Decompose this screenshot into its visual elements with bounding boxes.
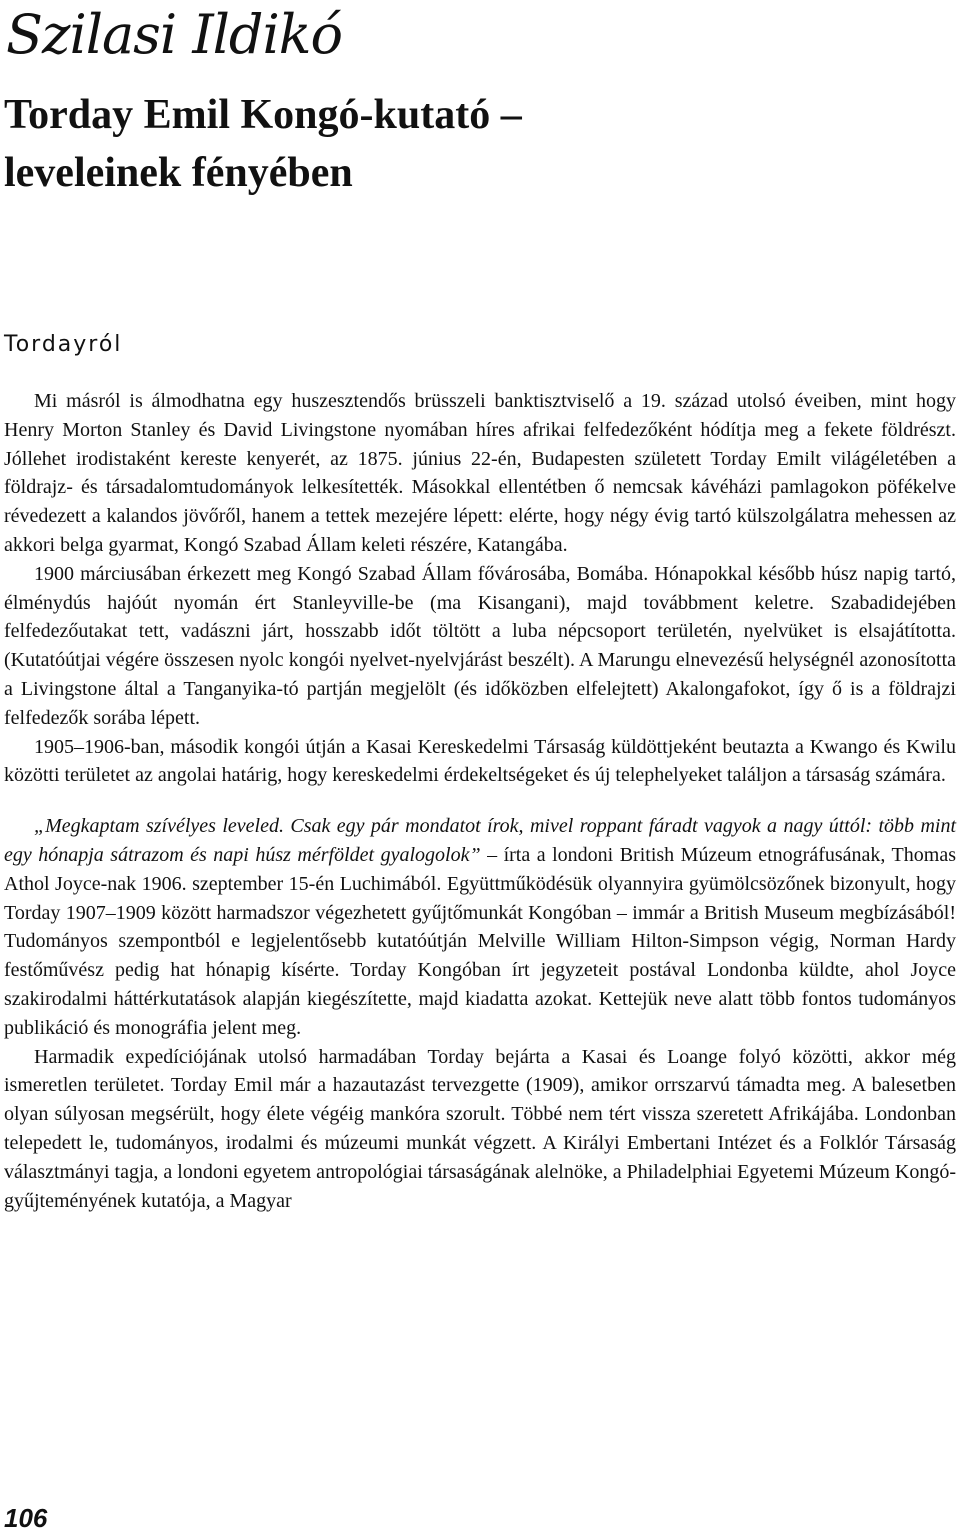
author-name: Szilasi Ildikó [6, 3, 342, 66]
article-title-line-1: Torday Emil Kongó-kutató – [4, 92, 522, 138]
section-heading: Tordayról [4, 332, 123, 357]
page-number: 106 [4, 1503, 48, 1533]
paragraph-1: Mi másról is álmodhatna egy huszesztendős brüsszeli banktisztviselő a 19. század utolsó éveiben, mint hogy Henry Morton Stanley és David Livingstone nyomában híres afrikai felfedezőként hódítja meg a fekete földrészt. Jóllehet irodistaként kereste kenyerét, az 1875. június 22-én, Budapesten született Torday Emilt világéletében a földrajz- és társadalomtudományok lelkesítették. Másokkal ellentétben ő nemcsak kávéházi pamlagokon pöfékelve révedezett a kalandos jövőről, hanem a tettek mezejére lépett: elérte, hogy négy évig tartó külszolgálatra mehessen az akkori belga gyarmat, Kongó Szabad Állam keleti részére, Katangába. [4, 390, 956, 556]
article-title [4, 86, 522, 202]
paragraph-2: 1900 márciusában érkezett meg Kongó Szabad Állam fővárosába, Bomába. Hónapokkal később húsz napig tartó, élménydús hajóút nyomán ért Stanleyville-be (ma Kisangani), majd továbbment keletre. Szabadidejében felfedezőutakat tett, vadászni járt, hosszabb időt töltött a luba népcsoport területén, nyelvüket is elsajátította. (Kutatóútjai végére összesen nyolc kongói nyelvet-nyelvjárást beszélt). A Marungu elnevezésű helységnél azonosította a Livingstone által a Tanganyika-tó partján megjelölt (és időközben elfelejtett) Akalongafokot, így ő is a földrajzi felfedezők sorába lépett. [4, 562, 956, 729]
paragraph-quote-rest: – írta a londoni British Múzeum etnográfusának, Thomas Athol Joyce-nak 1906. szeptember 15-én Luchimából. Együttműködésük olyannyira gyümölcsözőnek bizonyult, hogy Torday 1907–1909 között harmadszor végezhetett gyűjtőmunkát Kongóban – immár a British Museum megbízásából! Tudományos szempontból e legjelentősebb kutatóútján Melville William Hilton-Simpson végig, Norman Hardy festőművész pedig hat hónapig kísérte. Torday Kongóban írt jegyzeteit postával Londonba küldte, ahol Joyce szakirodalmi háttérkutatások alapján kiegészítette, majd kiadatta azokat. Kettejük neve alatt több fontos tudományos publikáció és monográfia jelent meg. [4, 843, 956, 1039]
paragraph-quote [4, 812, 956, 1042]
paragraph-last: Harmadik expedíciójának utolsó harmadában Torday bejárta a Kasai és Loange folyó közötti, akkor még ismeretlen területet. Torday Emil már a hazautazást tervezgette (1909), amikor orrszarvú támadta meg. A balesetben olyan súlyosan megsérült, hogy élete végéig mankóra szorult. Többé nem tért vissza szeretett Afrikájába. Londonban telepedett le, tudományos, irodalmi és múzeumi munkát végzett. A Királyi Embertani Intézet és a Folklór Társaság választmányi tagja, a londoni egyetem antropológiai társaságának alelnöke, a Philadelphiai Egyetemi Múzeum Kongó-gyűjteményének kutatója, a Magyar [4, 1045, 956, 1212]
article-body [4, 387, 956, 1215]
article-title-line-2: leveleinek fényében [4, 150, 353, 196]
letter-quote: „Megkaptam szívélyes leveled. Csak egy pár mondatot írok, mivel roppant fáradt vagyok a nagy úttól: több mint egy hónapja sátrazom és napi húsz mérföldet gyalogolok” [4, 815, 956, 866]
paragraph-3: 1905–1906-ban, második kongói útján a Kasai Kereskedelmi Társaság küldöttjeként beutazta a Kwango és Kwilu közötti területet az angolai határig, hogy kereskedelmi érdekeltségeket és új telephelyeket találjon a társaság számára. [4, 735, 956, 787]
